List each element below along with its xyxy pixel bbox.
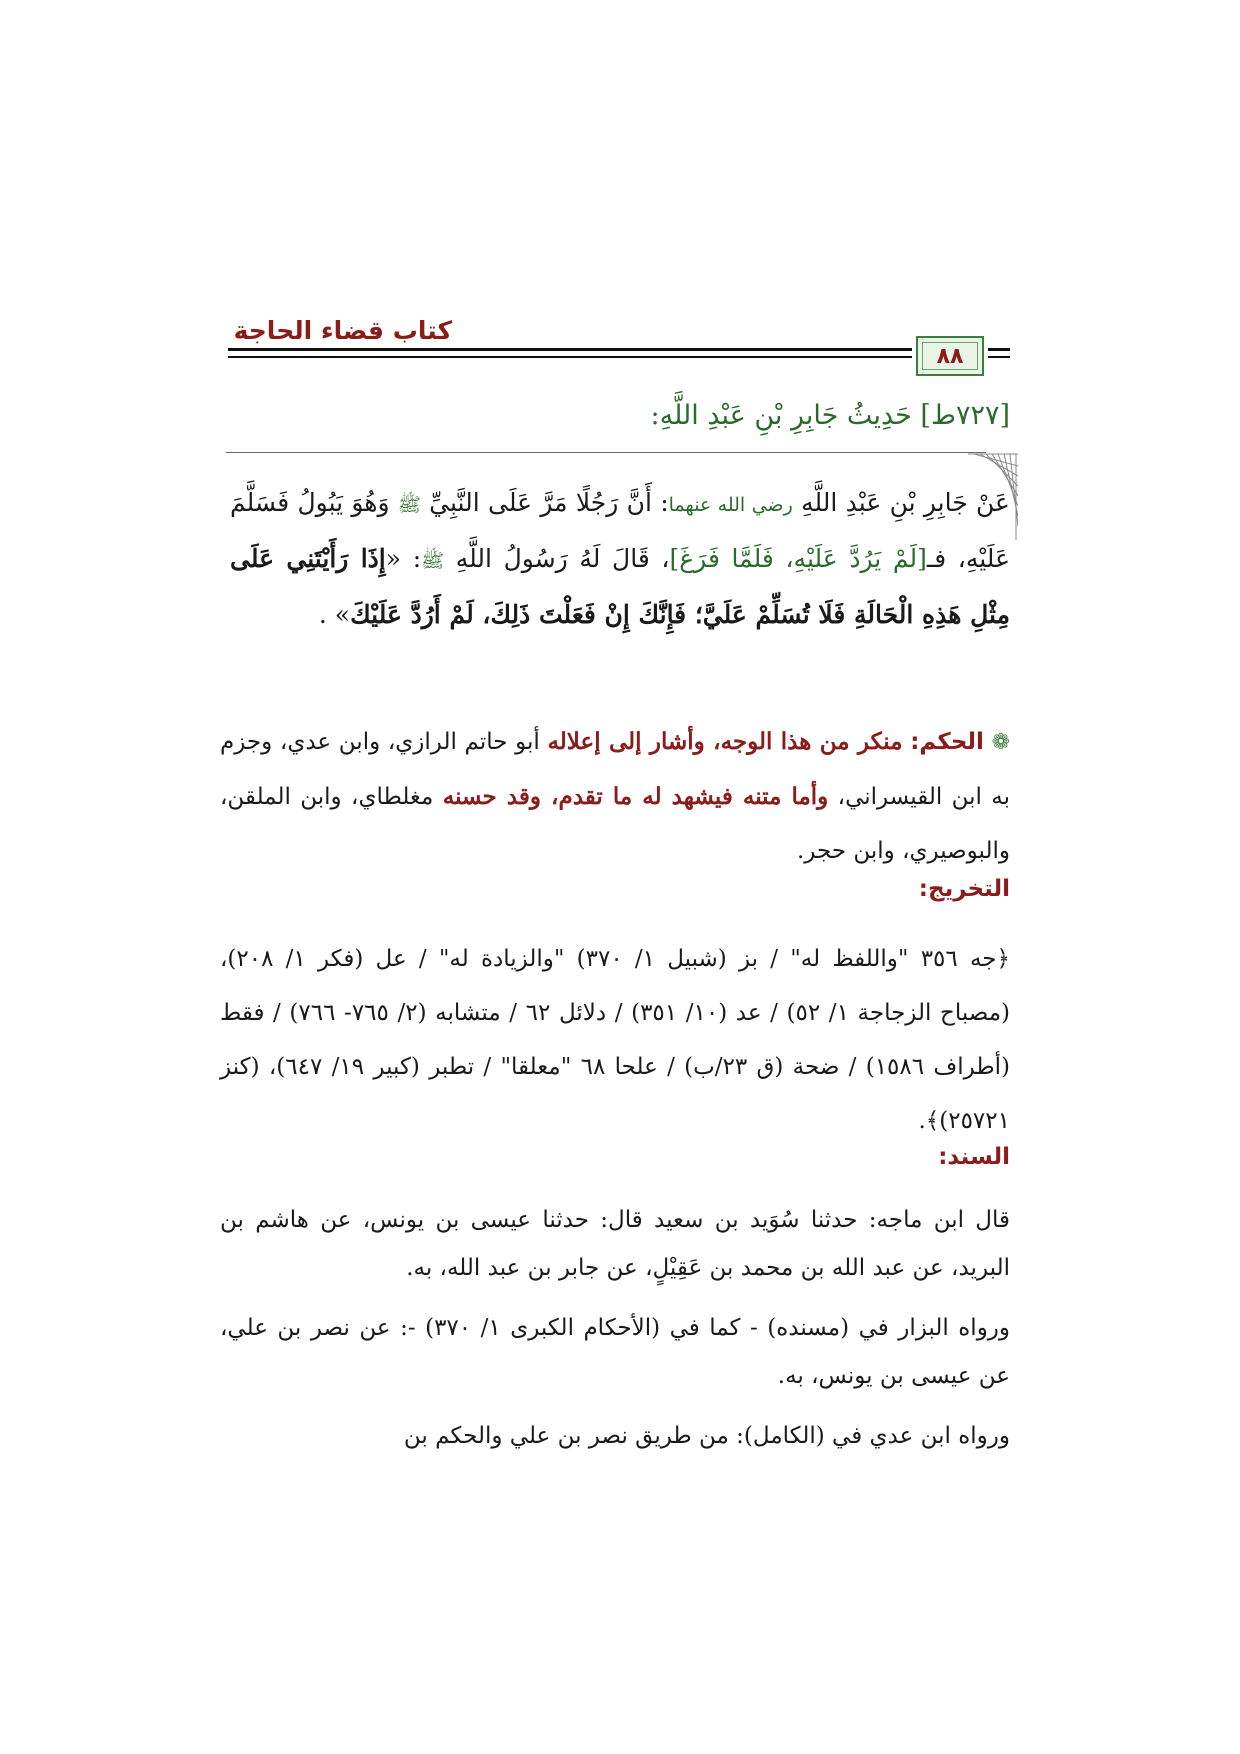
ruling-matn: وأما متنه فيشهد له ما تقدم، وقد حسنه	[442, 783, 829, 810]
sanad-paragraph-3: ورواه ابن عدي في (الكامل): من طريق نصر بن علي والحكم بن	[403, 1423, 1010, 1449]
hadith-title: حَدِيثُ جَابِرِ بْنِ عَبْدِ اللَّهِ:	[650, 400, 912, 431]
header-rule-bottom	[228, 356, 912, 358]
hadith-text-part1: عَنْ جَابِرِ بْنِ عَبْدِ اللَّهِ	[801, 488, 1010, 517]
ruling-label: الحكم:	[910, 729, 984, 755]
ruling-text-1: أبو حاتم الرازي، وابن عدي، وجزم به ابن القيسراني،	[220, 729, 1011, 810]
header-rule-right-top	[988, 348, 1010, 351]
hadith-number: [٧٢٧ط]	[920, 400, 1010, 431]
header-rule-top	[228, 348, 912, 351]
page-number-badge	[916, 336, 984, 376]
hadith-quote: إِذَا رَأَيْتَنِي عَلَى مِثْلِ هَذِهِ الْحَالَةِ فَلَا تُسَلِّمْ عَلَيَّ؛ فَإِنَّكَ إِنْ فَعَلْتَ ذَلِكَ، لَمْ أَرُدَّ عَلَيْكَ	[230, 544, 1010, 629]
running-header-title: كتاب قضاء الحاجة	[233, 316, 452, 345]
sanad-paragraph-2: ورواه البزار في (مسنده) - كما في (الأحكام الكبرى ١/ ٣٧٠) -: عن نصر بن علي، عن عيسى بن يونس، به.	[220, 1315, 1011, 1389]
ruling-paragraph	[220, 715, 1010, 878]
sanad-label: السند:	[938, 1144, 1010, 1170]
header-rule-right-bottom	[988, 356, 1010, 358]
takhrij-label: التخريج:	[918, 876, 1010, 902]
flower-icon: ❁	[991, 730, 1011, 755]
hadith-text-part5: : «	[385, 544, 422, 573]
page-number: ٨٨	[936, 343, 964, 369]
hadith-added-text: [لَمْ يَرُدَّ عَلَيْهِ، فَلَمَّا فَرَغَ]	[669, 544, 927, 573]
hadith-text	[230, 476, 1010, 642]
hadith-text-part3: وَهُوَ يَبُولُ فَسَلَّمَ عَلَيْهِ، فـ	[230, 488, 1011, 573]
takhrij-text: ﴿جه ٣٥٦ "واللفظ له" / بز (شبيل ١/ ٣٧٠) "والزيادة له" / عل (فكر ١/ ٢٠٨)، (مصباح الزجاجة ١/ ٥٢) / عد (١٠/ ٣٥١) / دلائل ٦٢ / متشابه (٢/ ٧٦٥- ٧٦٦) / فقط (أطراف ١٥٨٦) / ضحة (ق ٢٣/ب) / علحا ٦٨ "معلقا" / تطبر (كبير ١٩/ ٦٤٧)، (كنز ٢٥٧٢١)﴾.	[220, 946, 1011, 1134]
hadith-text-part4: ، قَالَ لَهُ رَسُولُ اللَّهِ	[455, 544, 670, 573]
sanad-section	[220, 1196, 1010, 1472]
ruling-verdict: منكر من هذا الوجه، وأشار إلى إعلاله	[547, 728, 903, 755]
hadith-box-rule	[226, 452, 986, 453]
salla-honorific: ﷺ	[397, 494, 421, 516]
radhi-honorific: رضي الله عنهما	[668, 494, 793, 516]
hadith-text-part2: : أَنَّ رَجُلًا مَرَّ عَلَى النَّبِيِّ	[429, 488, 669, 517]
salla-honorific-2: ﷺ	[421, 550, 445, 572]
sanad-paragraph-1: قال ابن ماجه: حدثنا سُوَيد بن سعيد قال: حدثنا عيسى بن يونس، عن هاشم بن البريد، عن عبد الله بن محمد بن عَقِيْلٍ، عن جابر بن عبد الله، به.	[220, 1207, 1010, 1281]
ruling-text-2: مغلطاي، وابن الملقن، والبوصيري، وابن حجر.	[220, 784, 1010, 864]
hadith-heading	[210, 400, 1010, 431]
hadith-text-end: » .	[318, 600, 351, 629]
